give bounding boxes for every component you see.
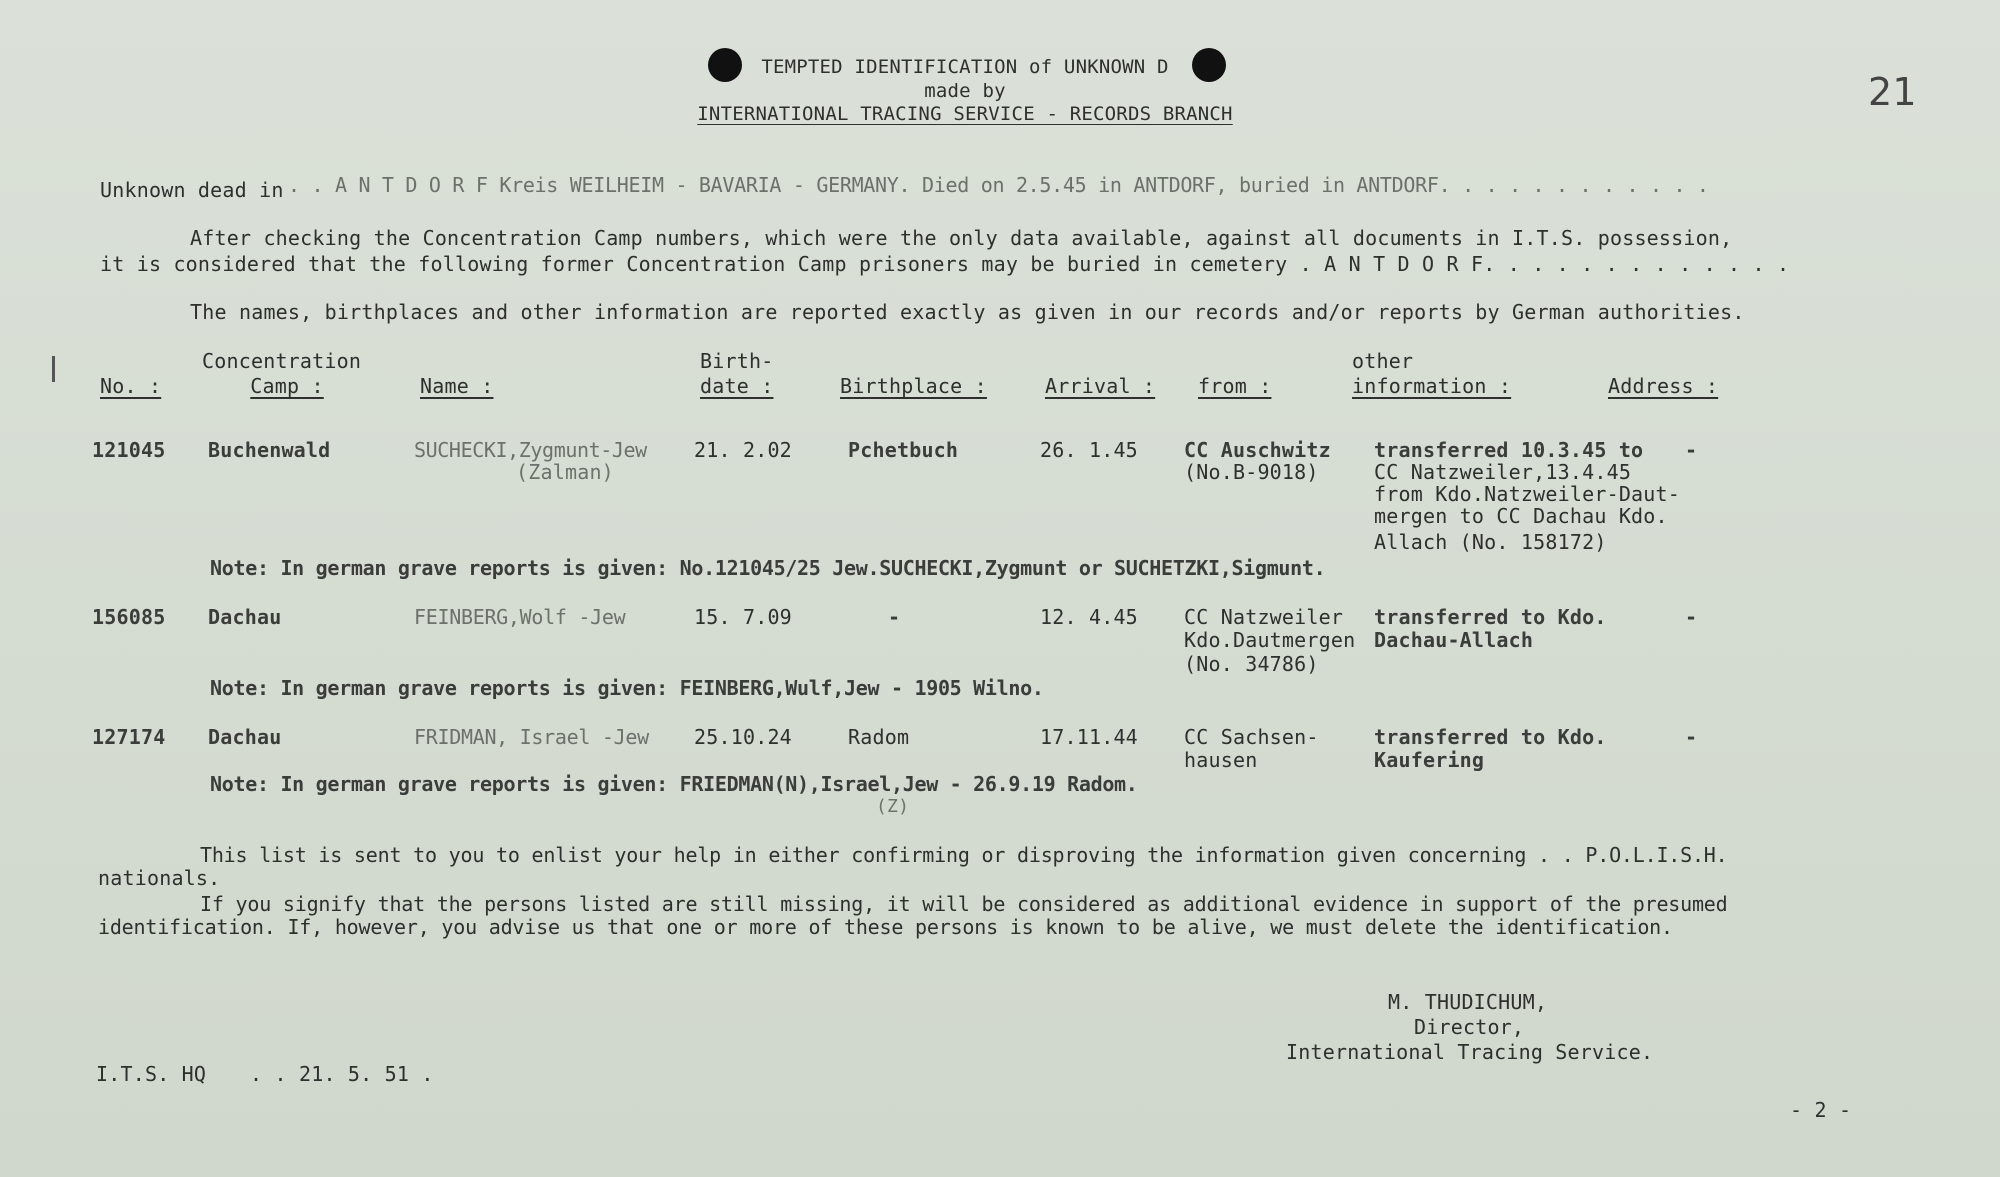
col-header-name: Name : [420, 374, 494, 398]
record-address: - [1685, 725, 1698, 749]
checking-paragraph-line1: After checking the Concentration Camp numbers, which were the only data available, against all documents in I.T.S. possession, [190, 226, 1733, 250]
record-no: 127174 [92, 725, 166, 749]
record-birthplace: Radom [848, 725, 910, 749]
record-birthplace: - [888, 605, 901, 629]
col-header-from: from : [1198, 374, 1272, 398]
col-header-birthdate-line2: date : [700, 374, 774, 398]
record-from-line1: CC Auschwitz [1184, 438, 1331, 462]
closing-paragraph1-line2: nationals. [98, 866, 221, 890]
names-notice-paragraph: The names, birthplaces and other information are reported exactly as given in our records and/or reports by German authorities. [190, 300, 1745, 324]
signature-name: M. THUDICHUM, [1388, 990, 1548, 1014]
record-other-line2: Kaufering [1374, 748, 1485, 772]
record-no: 156085 [92, 605, 166, 629]
its-hq-label: I.T.S. HQ [96, 1062, 207, 1086]
record-birthplace: Pchetbuch [848, 438, 959, 462]
record-address: - [1685, 605, 1698, 629]
col-header-birthplace: Birthplace : [840, 374, 987, 398]
record-from-line2: hausen [1184, 748, 1258, 772]
record-other-line2: Dachau-Allach [1374, 628, 1534, 652]
record-no: 121045 [92, 438, 166, 462]
made-by-line: made by [924, 80, 1006, 102]
record-other-line4: mergen to CC Dachau Kdo. [1374, 504, 1668, 528]
col-header-camp-line2: Camp : [250, 374, 324, 398]
checking-paragraph-line2: it is considered that the following former Concentration Camp prisoners may be buried in cemetery . A N T D O R F. . . . . . . . . . . . . [100, 252, 1790, 276]
record-other-line1: transferred to Kdo. [1374, 605, 1607, 629]
record-from-line2: Kdo.Dautmergen [1184, 628, 1356, 652]
unknown-dead-place: . . A N T D O R F Kreis WEILHEIM - BAVARIA - GERMANY. Died on 2.5.45 in ANTDORF, buried in ANTDORF. . . . . . . . . . . . [288, 173, 1709, 197]
record-other-line3: from Kdo.Natzweiler-Daut- [1374, 482, 1681, 506]
col-header-other-line2: information : [1352, 374, 1512, 398]
record-name: SUCHECKI,Zygmunt-Jew [414, 438, 647, 462]
record-note: Note: In german grave reports is given: No.121045/25 Jew.SUCHECKI,Zygmunt or SUCHETZKI,Sigmunt. [210, 556, 1326, 580]
record-name: FRIDMAN, Israel -Jew [414, 725, 649, 749]
record-from-line2: (No.B-9018) [1184, 460, 1319, 484]
record-other-line1: transferred to Kdo. [1374, 725, 1607, 749]
record-camp: Buchenwald [208, 438, 331, 462]
record-arrival: 17.11.44 [1040, 725, 1138, 749]
signature-title: Director, [1414, 1015, 1525, 1039]
record-other-line1: transferred 10.3.45 to [1374, 438, 1644, 462]
closing-paragraph1-line1: This list is sent to you to enlist your help in either confirming or disproving the information given concerning . . P.O.L.I.S.H. [200, 843, 1728, 867]
record-from-line1: CC Sachsen- [1184, 725, 1319, 749]
record-arrival: 26. 1.45 [1040, 438, 1138, 462]
record-camp: Dachau [208, 605, 282, 629]
col-header-address: Address : [1608, 374, 1719, 398]
record-arrival: 12. 4.45 [1040, 605, 1138, 629]
record-birthdate: 15. 7.09 [694, 605, 792, 629]
record-name: FEINBERG,Wolf -Jew [414, 605, 626, 629]
record-address: - [1685, 438, 1698, 462]
record-camp: Dachau [208, 725, 282, 749]
record-from-line1: CC Natzweiler [1184, 605, 1344, 629]
signature-org: International Tracing Service. [1286, 1040, 1654, 1064]
record-birthdate: 21. 2.02 [694, 438, 792, 462]
col-header-no: No. : [100, 374, 162, 398]
record-note-sub: (Z) [876, 796, 910, 817]
col-header-birthdate-line1: Birth- [700, 349, 774, 373]
col-header-other-line1: other [1352, 349, 1414, 373]
footer-page-number: - 2 - [1790, 1098, 1852, 1122]
margin-mark [52, 356, 55, 382]
record-birthdate: 25.10.24 [694, 725, 792, 749]
unknown-dead-label: Unknown dead in [100, 178, 284, 202]
closing-paragraph2-line2: identification. If, however, you advise us that one or more of these persons is known to be alive, we must delete the identification. [98, 915, 1673, 939]
record-from-line3: (No. 34786) [1184, 652, 1319, 676]
record-other-line5: Allach (No. 158172) [1374, 530, 1607, 554]
record-note: Note: In german grave reports is given: FRIEDMAN(N),Israel,Jew - 26.9.19 Radom. [210, 772, 1138, 796]
page-number: 21 [1868, 70, 1917, 114]
records-branch-heading: INTERNATIONAL TRACING SERVICE - RECORDS BRANCH [697, 103, 1233, 125]
col-header-camp-line1: Concentration [202, 349, 362, 373]
closing-paragraph2-line1: If you signify that the persons listed are still missing, it will be considered as additional evidence in support of the presumed [200, 892, 1728, 916]
record-note: Note: In german grave reports is given: FEINBERG,Wulf,Jew - 1905 Wilno. [210, 676, 1044, 700]
col-header-arrival: Arrival : [1045, 374, 1156, 398]
record-other-line2: CC Natzweiler,13.4.45 [1374, 460, 1632, 484]
its-hq-date: . . 21. 5. 51 . [250, 1062, 434, 1086]
document-title: TEMPTED IDENTIFICATION of UNKNOWN D [761, 56, 1169, 78]
record-name-alt: (Zalman) [516, 460, 614, 484]
